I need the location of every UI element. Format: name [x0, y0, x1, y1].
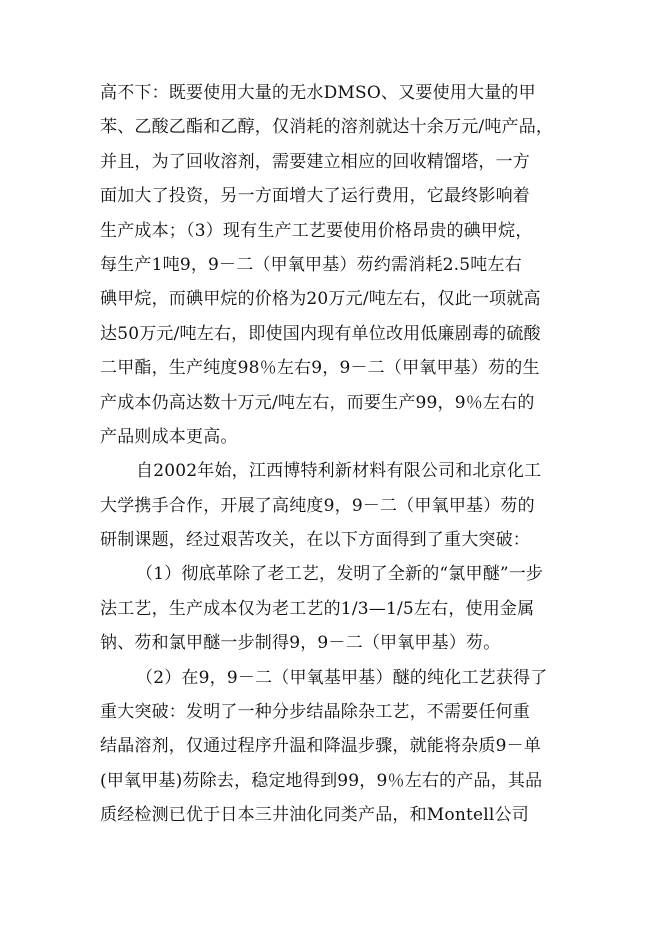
text-line: 产品则成本更高。	[100, 426, 238, 447]
text-line: 大学携手合作，开展了高纯度9，9－二（甲氧甲基）芴的	[100, 495, 535, 516]
text-line: 结晶溶剂，仅通过程序升温和降温步骤，就能将杂质9－单	[100, 736, 542, 757]
text-line: 每生产1吨9，9－二（甲氧甲基）芴约需消耗2.5吨左右	[100, 254, 522, 275]
paragraph-start-line: 自2002年始，江西博特利新材料有限公司和北京化工	[136, 461, 542, 482]
text-line: 法工艺，生产成本仅为老工艺的1/3—1/5左右，使用金属	[100, 598, 535, 619]
text-line: 生产成本；（3）现有生产工艺要使用价格昂贵的碘甲烷，	[100, 220, 533, 241]
text-line: 研制课题，经过艰苦攻关，在以下方面得到了重大突破：	[100, 530, 530, 551]
text-line: 重大突破：发明了一种分步结晶除杂工艺，不需要任何重	[100, 702, 530, 723]
text-line: 碘甲烷，而碘甲烷的价格为20万元/吨左右，仅此一项就高	[100, 289, 541, 310]
text-line: 产成本仍高达数十万元/吨左右，而要生产99，9％左右的	[100, 392, 535, 413]
text-line: 二甲酯，生产纯度98％左右9，9－二（甲氧甲基）芴的生	[100, 358, 540, 379]
text-line: 质经检测已优于日本三井油化同类产品，和Montell公司	[100, 805, 529, 826]
text-line: 达50万元/吨左右，即使国内现有单位改用低廉剧毒的硫酸	[100, 323, 541, 344]
text-line: 钠、芴和氯甲醚一步制得9，9－二（甲氧甲基）芴。	[100, 633, 501, 654]
text-line: 面加大了投资，另一方面增大了运行费用，它最终影响着	[100, 186, 530, 207]
text-line: (甲氧甲基)芴除去，稳定地得到99，9％左右的产品，其品	[100, 770, 543, 791]
text-line: 并且，为了回收溶剂，需要建立相应的回收精馏塔，一方	[100, 151, 530, 172]
paragraph-start-line: （2）在9，9－二（甲氧基甲基）醚的纯化工艺获得了	[136, 667, 548, 688]
paragraph-start-line: （1）彻底革除了老工艺，发明了全新的“氯甲醚”一步	[136, 564, 544, 585]
body-text	[100, 76, 570, 833]
text-line: 苯、乙酸乙酯和乙醇，仅消耗的溶剂就达十余万元/吨产品，	[100, 117, 554, 138]
text-line: 高不下：既要使用大量的无水DMSO、又要使用大量的甲	[100, 83, 536, 103]
